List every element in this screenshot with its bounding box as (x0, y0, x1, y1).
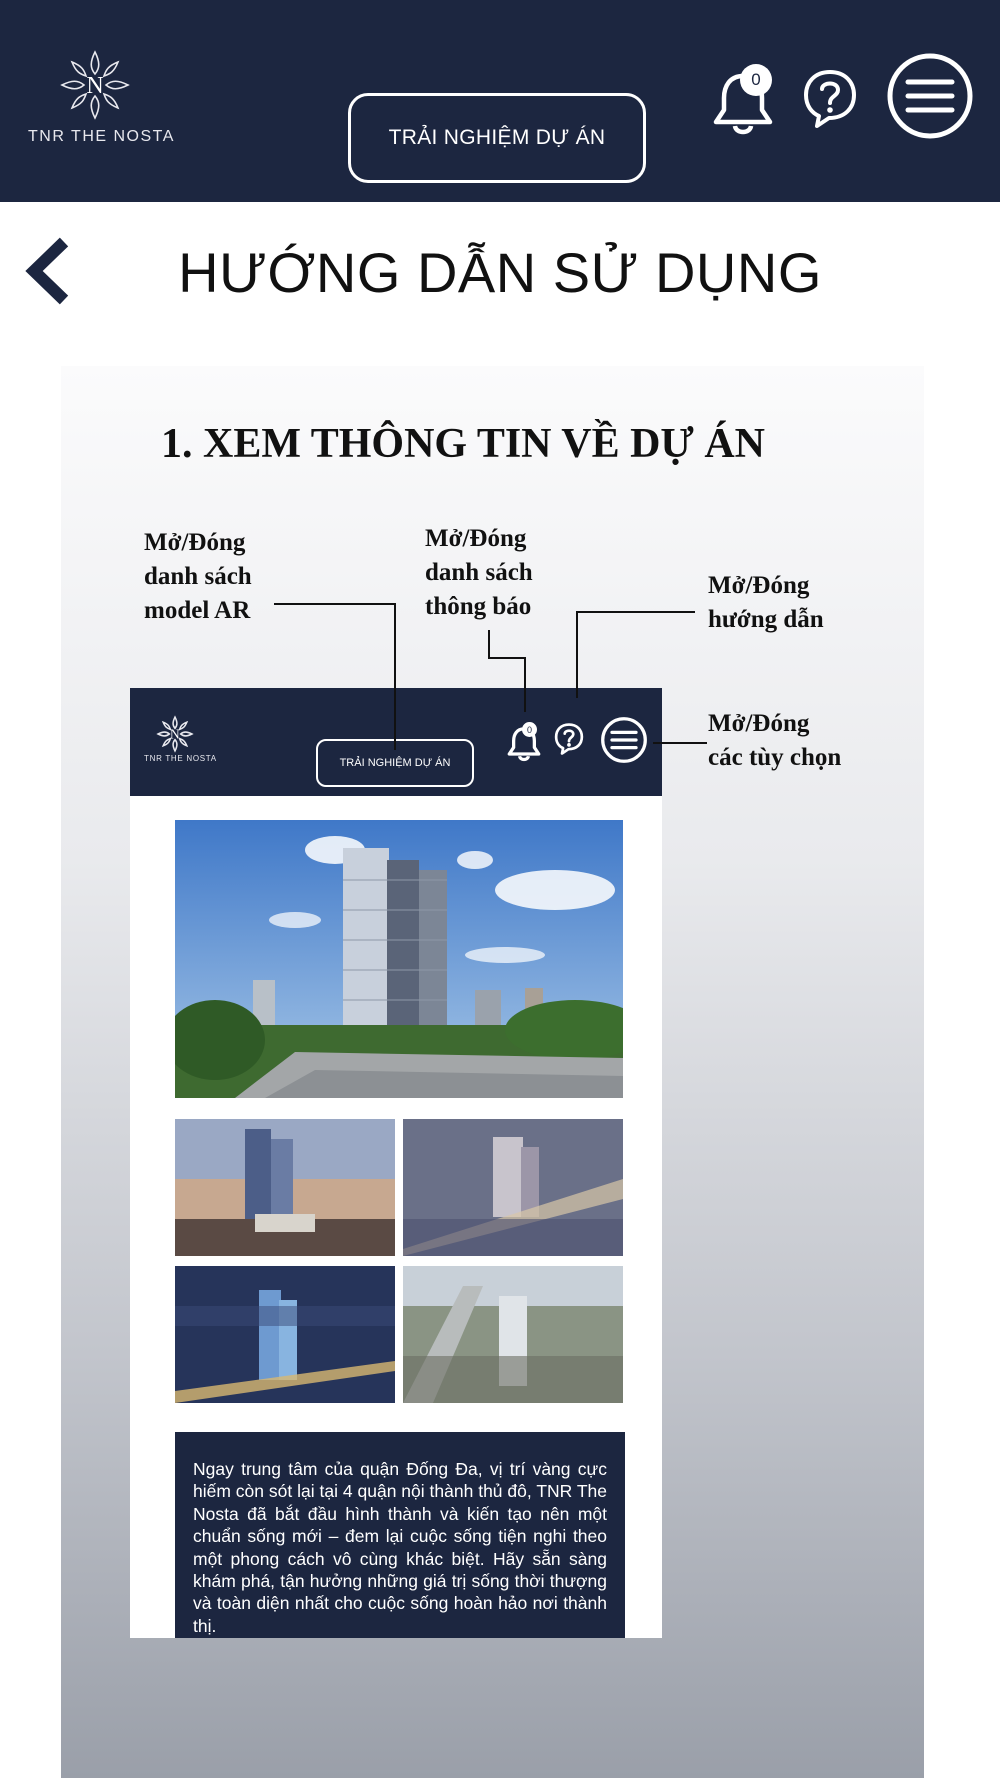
annotation-line: thông báo (425, 593, 532, 620)
help-icon (802, 68, 858, 130)
mini-brand-name: TNR THE NOSTA (144, 754, 217, 763)
guide-illustration (61, 366, 924, 1778)
logo-letter: N (86, 73, 104, 99)
gallery-image (403, 1266, 623, 1403)
annotation-line: các tùy chọn (708, 744, 842, 771)
app-header (0, 0, 1000, 202)
annotation-line: Mở/Đóng (425, 525, 527, 552)
annotation-line: model AR (144, 597, 251, 624)
notification-badge: 0 (740, 64, 772, 96)
annotation-line: danh sách (425, 559, 533, 586)
menu-icon (886, 52, 974, 140)
mini-experience-button: TRẢI NGHIỆM DỰ ÁN (316, 739, 474, 787)
description-box (175, 1432, 625, 1638)
brand-logo[interactable] (28, 46, 175, 156)
notifications-button[interactable] (710, 64, 776, 136)
step-title: 1. XEM THÔNG TIN VỀ DỰ ÁN (161, 421, 766, 467)
experience-project-button[interactable]: TRẢI NGHIỆM DỰ ÁN (348, 93, 646, 183)
project-description: Ngay trung tâm của quận Đống Đa, vị trí vàng cực hiếm còn sót lại tại 4 quận nội thành thủ đô, TNR The Nosta đã bắt đầu hình thành và kiến tạo nên một chuẩn sống mới – đem lại cuộc sống tiện nghi theo một phong cách vô cùng khác biệt. Hãy sẵn sàng khám phá, tận hưởng những giá trị sống thời thượng và toàn diện nhất cho cuộc sống hoàn hảo nơi thành thị. (193, 1459, 607, 1636)
mini-logo-letter: N (170, 726, 180, 742)
logo-icon (56, 46, 134, 124)
brand-name: TNR THE NOSTA (28, 128, 175, 145)
menu-button[interactable] (886, 52, 974, 140)
annotation-line: danh sách (144, 563, 252, 590)
help-button[interactable] (802, 68, 858, 130)
annotation-line: hướng dẫn (708, 606, 824, 633)
annotation-line: Mở/Đóng (144, 529, 246, 556)
annotation-line: Mở/Đóng (708, 710, 810, 737)
mini-notification-badge: 0 (522, 722, 537, 737)
page-title: HƯỚNG DẪN SỬ DỤNG (178, 241, 822, 304)
annotation-connectors (61, 366, 924, 1266)
gallery-image (175, 1266, 395, 1403)
annotation-line: Mở/Đóng (708, 572, 810, 599)
